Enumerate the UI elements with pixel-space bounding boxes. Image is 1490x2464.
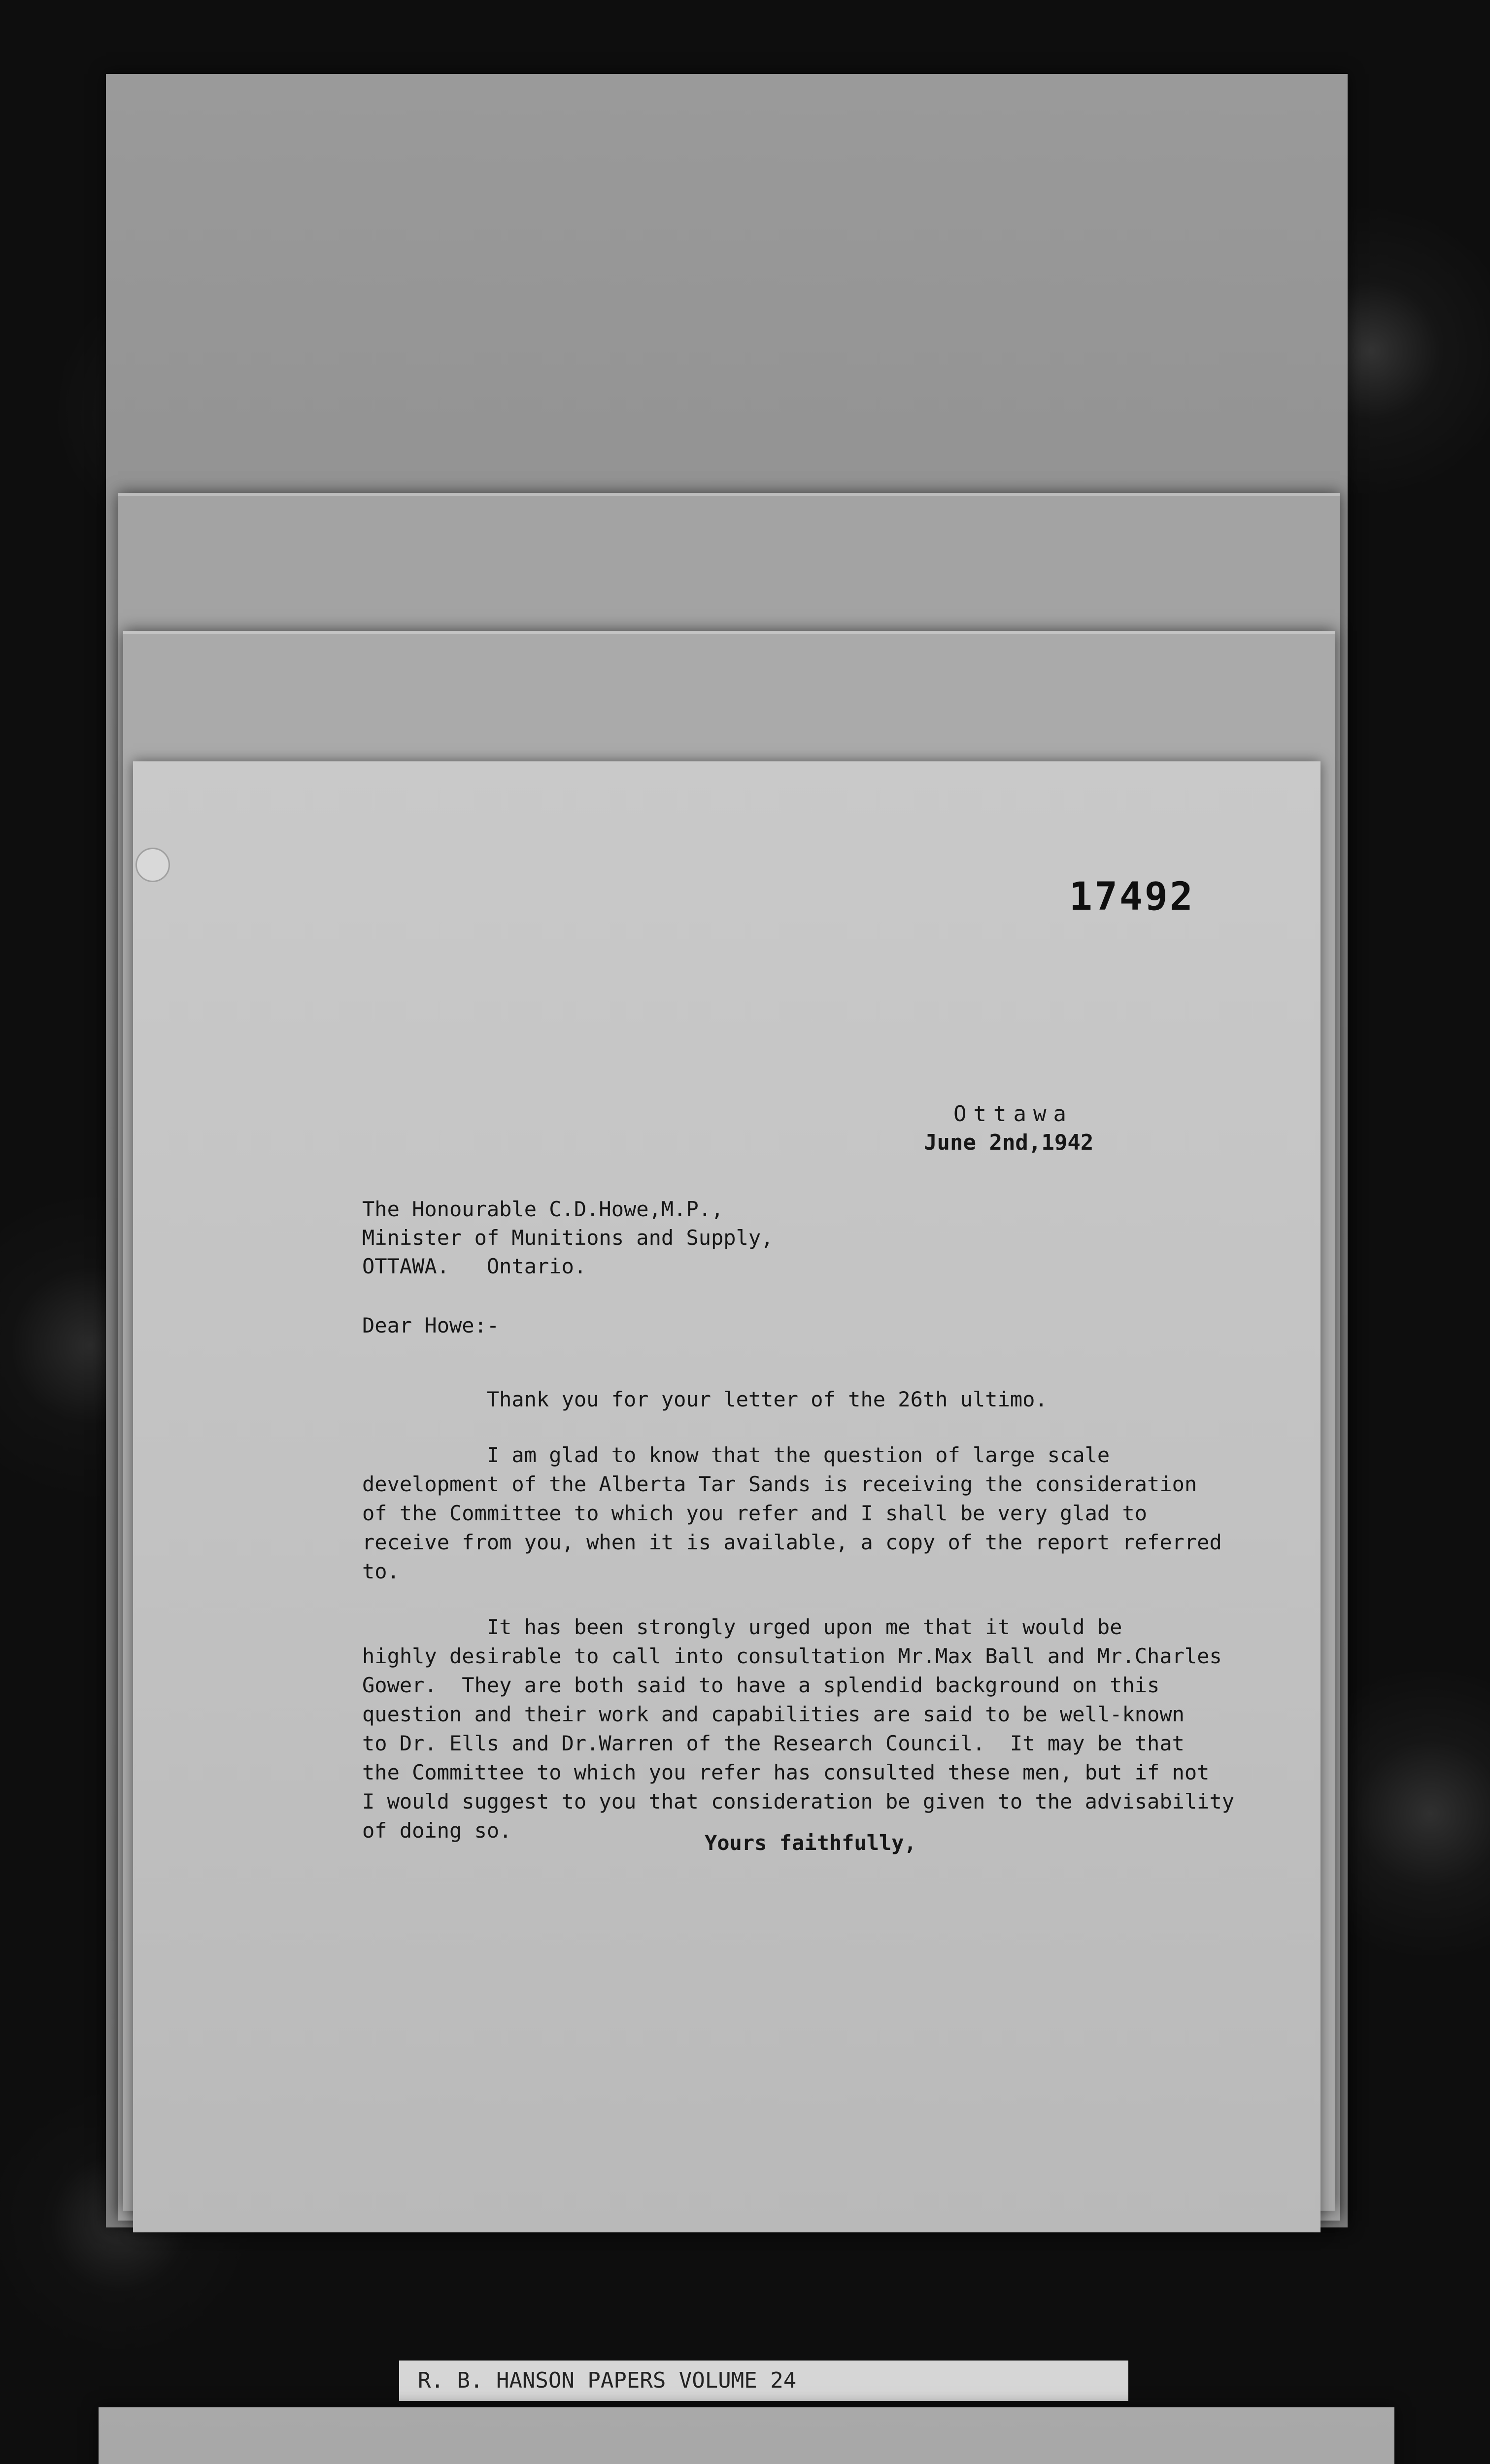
letter-page [133,761,1321,2232]
letter-place: Ottawa [953,1101,1073,1127]
volume-label: R. B. HANSON PAPERS VOLUME 24 [399,2361,1128,2401]
punch-hole [135,848,170,882]
recipient-address [362,1195,773,1281]
address-line: OTTAWA. Ontario. [362,1254,587,1278]
body-paragraph: I am glad to know that the question of large scale development of the Alberta Tar Sands is receiving the consideration of the Committee to which you refer and I shall be very glad to receive from you, when it is available, a copy of the report referred to. [362,1443,1222,1583]
address-line: The Honourable C.D.Howe,M.P., [362,1197,724,1221]
body-paragraph: Thank you for your letter of the 26th ultimo. [362,1387,1048,1411]
address-line: Minister of Munitions and Supply, [362,1226,774,1250]
document-number: 17492 [1069,875,1195,919]
closing: Yours faithfully, [705,1831,916,1855]
letter-date: June 2nd,1942 [924,1130,1094,1155]
archives-card [99,2407,1394,2464]
salutation: Dear Howe:- [362,1313,500,1337]
body-paragraph: It has been strongly urged upon me that it would be highly desirable to call into consultation Mr.Max Ball and Mr.Charles Gower. They are both said to have a splendid background on this question and their work and capabilities are said to be well-known to Dr. Ells and Dr.Warren of the Research Council. It may be that the Committee to which you refer has consulted these men, but if not I would suggest to you that consideration be given to the advisability of doing so. [362,1615,1235,1843]
letter-body [362,1385,1235,1872]
